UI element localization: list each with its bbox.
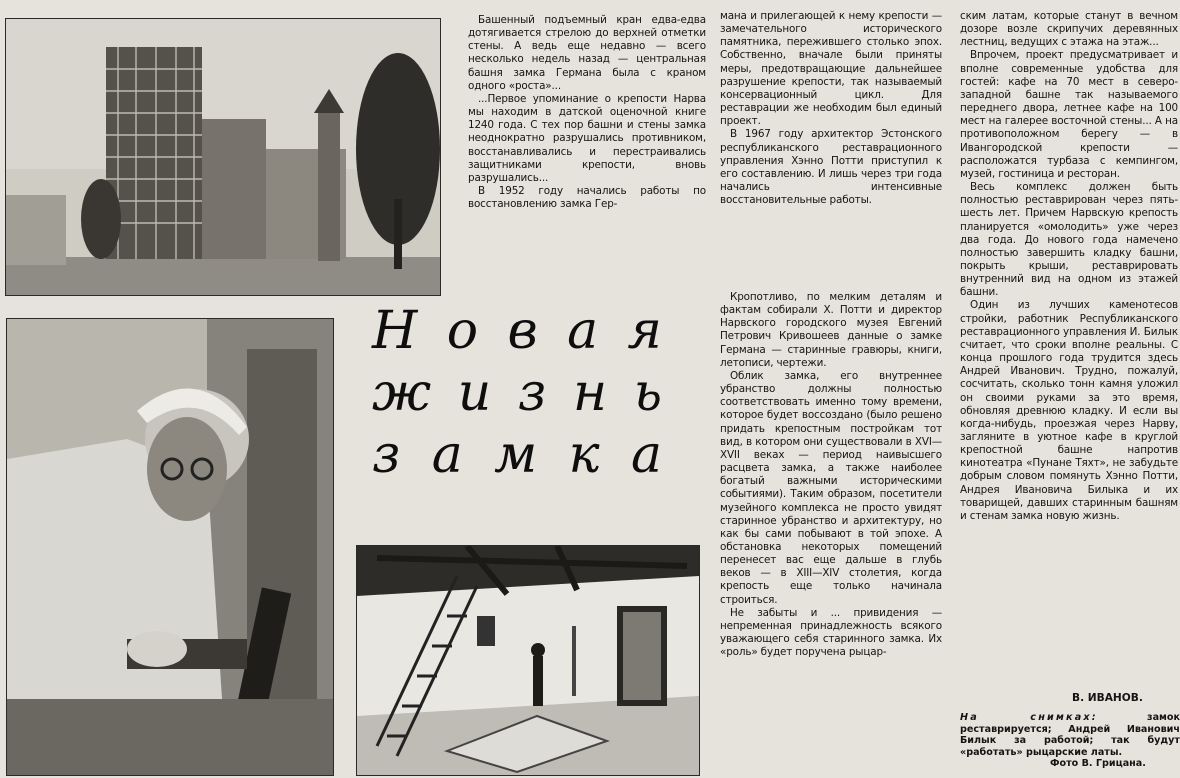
paragraph: В 1952 году начались работы по восстановлению замка Гер-	[468, 185, 706, 211]
article-column-2-continued	[720, 291, 942, 659]
headline-line-1: Н о в а я	[372, 301, 662, 361]
paragraph: ским латам, которые станут в вечном дозоре возле скрипучих деревянных лестниц, ведущих с этажа на этаж...	[960, 10, 1178, 49]
paragraph: Кропотливо, по мелким деталям и фактам собирали Х. Потти и директор Нарвского городского музея Евгений Петрович Кривошеев данные о замке Германа — старинные гравюры, книги, летописи, чертежи.	[720, 291, 942, 369]
paragraph: ...Первое упоминание о крепости Нарва мы находим в датской оценочной книге 1240 года. С тех пор башни и стены замка неоднократно разрушались противником, восстанавливались и перестраивались защитниками крепости, вновь разрушались...	[468, 92, 706, 184]
headline-line-3: з а м к а	[372, 425, 662, 485]
stonemason-photo	[6, 318, 334, 776]
paragraph: Не забыты и ... привидения — непременная принадлежность всякого уважающего себя старинного замка. Их «роль» будет поручена рыцар-	[720, 606, 942, 659]
photo-credit: Фото В. Грицана.	[1050, 758, 1146, 769]
article-column-3	[960, 10, 1178, 523]
paragraph: Один из лучших каменотесов стройки, работник Республиканского реставрационного управления И. Билык считает, что сроки вполне реальны. С конца прошлого года трудится здесь Андрей Иванович. Трудно, пожалуй, сосчитать, сколько тонн камня уложил он своими руками за это время, обновляя древнюю кладку. И если вы когда-нибудь, проезжая через Нарву, загляните в уютное кафе в круглой крепостной башне напротив кинотеатра «Пунане Тяхт», не забудьте добрым словом помянуть Хэнно Потти, Андрея Ивановича Билыка и их товарищей, давших старинным башням и стенам замка новую жизнь.	[960, 299, 1178, 522]
paragraph: Весь комплекс должен быть полностью реставрирован через пять-шесть лет. Причем Нарвскую крепость планируется «омолодить» уже через два года. До нового года намечено полностью завершить кладку башни, покрыть крыши, реставрировать внутренний вид на одном из этажей башни.	[960, 181, 1178, 299]
paragraph: Облик замка, его внутреннее убранство должны полностью соответствовать именно тому времени, которое будет воссоздано (было решено придать крепостным постройкам тот вид, в котором они существовали в XVI—XVII веках — период наивысшего расцвета замка, а также наиболее богатый важными историческими событиями). Таким образом, посетители музейного комплекса не просто увидят старинное убранство и архитектуру, но как бы сами побывают в той эпохе. А обстановка некоторых помещений перенесет вас еще дальше в глубь веков — в XIII—XIV столетия, когда крепость еще только начинала строиться.	[720, 369, 942, 606]
article-column-2	[720, 10, 942, 207]
castle-photo	[5, 18, 441, 296]
author-signature: В. ИВАНОВ.	[1072, 692, 1143, 704]
paragraph: Башенный подъемный кран едва-едва дотягивается стрелою до верхней отметки стены. А ведь еще недавно — всего несколько недель назад — центральная башня замка Германа была с краном одного «роста»...	[468, 14, 706, 92]
headline-line-2: ж и з н ь	[372, 363, 662, 423]
photo-caption	[960, 712, 1180, 758]
article-headline	[372, 300, 692, 486]
article-column-1	[468, 14, 706, 211]
paragraph: В 1967 году архитектор Эстонского республиканского реставрационного управления Хэнно Потти приступил к его составлению. И лишь через три года начались интенсивные восстановительные работы.	[720, 128, 942, 207]
paragraph: Впрочем, проект предусматривает и вполне современные удобства для гостей: кафе на 70 мест в северо-западной башне так называемого переднего двора, летнее кафе на 100 мест на галерее восточной стены... А на противоположном берегу — в Ивангородской крепости — расположатся турбаза с кемпингом, музей, гостиница и ресторан.	[960, 49, 1178, 180]
caption-text: замок реставрируется; Андрей Иванович Билык за работой; так будут «работать» рыцарские латы.	[960, 712, 1180, 758]
caption-lead: На снимках:	[960, 712, 1098, 723]
paragraph: мана и прилегающей к нему крепости — замечательного исторического памятника, пережившего столько эпох. Собственно, вначале были приняты меры, предотвращающие дальнейшее разрушение крепости, так называемый консервационный цикл. Для реставрации же необходим был единый проект.	[720, 10, 942, 128]
castle-interior-photo	[356, 545, 700, 776]
